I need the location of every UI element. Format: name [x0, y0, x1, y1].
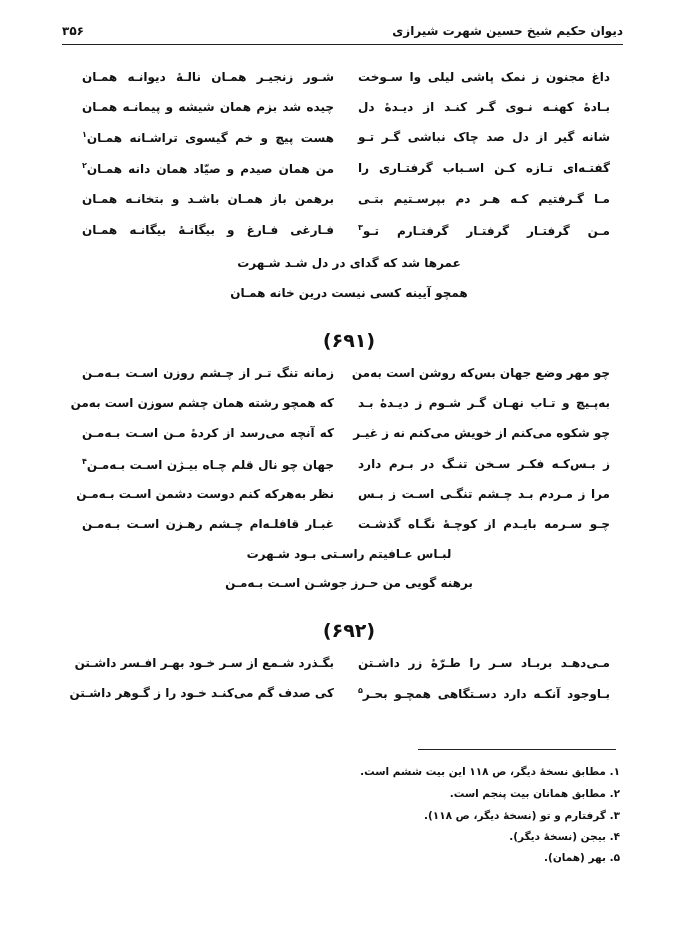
second-hemistich: برهمن باز همـان باشـد و بتخانـه همـان [82, 192, 334, 206]
footnote-marker: ۱ [82, 130, 87, 139]
poem-number-heading: (۶۹۱) [322, 330, 376, 352]
second-hemistich: نظر به‌هرکه کنم دوست دشمن اسـت بـه‌مـن [76, 487, 334, 501]
second-hemistich: کی صدف گم می‌کنـد خـود را ز گـوهر داشـتن [69, 686, 334, 700]
second-hemistich [82, 130, 334, 145]
second-hemistich [82, 457, 334, 472]
footnote-divider [418, 749, 616, 750]
second-hemistich: فـارغی فـارغ و بیگانـهٔ بیگانـه همـان [82, 223, 334, 237]
couplet [82, 100, 610, 122]
second-hemistich: که آنچه می‌رسد از کردهٔ مـن اسـت بـه‌مـن [82, 426, 334, 440]
couplet [70, 396, 610, 418]
first-hemistich: ز بـس‌کـه فکـر سـخن تنـگ در بـرم دارد [358, 457, 610, 471]
first-hemistich: داغ مجنون ز نمک پاشی لیلی وا سـوخت [358, 70, 610, 84]
footnote: ۱. مطابق نسخهٔ دیگر، ص ۱۱۸ این بیت ششم است. [360, 766, 620, 778]
footnote-marker: ۳ [358, 223, 363, 232]
footnote: ۲. مطابق همانان بیت پنجم است. [449, 788, 620, 800]
first-hemistich: به‌پـیچ و تـاب نهـان گـر شـوم ز دیـدهٔ بـد [358, 396, 610, 410]
footnote-marker: ۴ [82, 457, 87, 466]
second-hemistich: شـور زنجیـر همـان نالـهٔ دیوانـه همـان [82, 70, 334, 84]
second-hemistich: چیده شد بزم همان شیشه و پیمانـه همـان [82, 100, 334, 114]
book-title: دیوان حکیم شیخ حسین شهرت شیرازی [392, 24, 623, 38]
second-hemistich: غبـار قافلـه‌ام چـشم رهـزن اسـت بـه‌مـن [82, 517, 334, 531]
second-hemistich: که همچو رشته همان چشم سوزن است به‌من [70, 396, 334, 410]
hemistich-text: هست پیچ و خم گیسوی تراشـانه همـان [86, 131, 334, 145]
first-hemistich: مـی‌دهـد بربـاد سـر را طـرّهٔ زر داشـتن [358, 656, 610, 670]
closing-line: همچو آیینه کسی نیست درین خانه همـان [230, 286, 468, 300]
couplet [82, 426, 610, 448]
second-hemistich [82, 161, 334, 176]
footnote: ۵. بهر (همان). [544, 852, 620, 864]
first-hemistich [358, 223, 610, 238]
first-hemistich: شانه گیر از دل صد چاک نباشی گـر تـو [358, 130, 610, 144]
hemistich-text: جهان چو نال قلم چـاه بیـژن اسـت بـه‌مـن [86, 458, 334, 472]
running-header [62, 18, 623, 45]
footnote: ۴. بیجن (نسخهٔ دیگر). [509, 831, 620, 843]
first-hemistich: مـا گـرفتیم کـه هـر دم بپرسـتیم بتـی [358, 192, 610, 206]
first-hemistich: گفتـه‌ای تـازه کـن اسـباب گرفتـاری را [358, 161, 610, 175]
couplet [82, 130, 610, 152]
couplet [82, 223, 610, 245]
couplet [76, 487, 610, 509]
footnote-marker: ۵ [358, 686, 363, 695]
hemistich-text: مـن گرفتـار گرفتـار گرفتـارم تـو [362, 224, 610, 238]
second-hemistich: زمانه تنگ تـر از چـشم روزن اسـت بـه‌مـن [82, 366, 334, 380]
first-hemistich: چـو سـرمه بایـدم از کوچـهٔ نگـاه گذشـت [358, 517, 610, 531]
first-hemistich: بـادهٔ کهنـه نـوی گـر کنـد از دیـدهٔ دل [358, 100, 610, 114]
couplet [82, 161, 610, 183]
footnote: ۳. گرفتارم و تو (نسخهٔ دیگر، ص ۱۱۸). [423, 810, 620, 822]
closing-line: لبـاس عـافیتم راسـتی بـود شـهرت [246, 547, 452, 561]
couplet [82, 192, 610, 214]
closing-line: عمرها شد که گدای در دل شـد شـهرت [237, 256, 461, 270]
couplet [82, 457, 610, 479]
closing-line: برهنه گویی من حـرز جوشـن اسـت بـه‌مـن [225, 576, 473, 590]
first-hemistich: چو مهر وضع جهان بس‌که روشن است به‌من [351, 366, 610, 380]
couplet [74, 656, 610, 678]
poem-number-heading: (۶۹۲) [322, 620, 376, 642]
first-hemistich: مرا ز مـردم بـد چـشم تنگـی اسـت ز بـس [358, 487, 610, 501]
hemistich-text: من همان صیدم و صیّاد همان دانه همـان [86, 162, 334, 176]
hemistich-text: بـاوجود آنکـه دارد دسـتگاهی همچـو بحـر [362, 687, 610, 701]
couplet [82, 517, 610, 539]
couplet [82, 70, 610, 92]
couplet [82, 366, 610, 388]
first-hemistich [358, 686, 610, 701]
second-hemistich: بگـذرد شـمع از سـر خـود بهـر افـسر داشـتن [74, 656, 334, 670]
page-number: ۳۵۶ [62, 24, 84, 38]
first-hemistich: چو شکوه می‌کنم از خویش می‌کنم نه ز غیـر [353, 426, 610, 440]
footnote-marker: ۲ [82, 161, 87, 170]
couplet [69, 686, 610, 708]
